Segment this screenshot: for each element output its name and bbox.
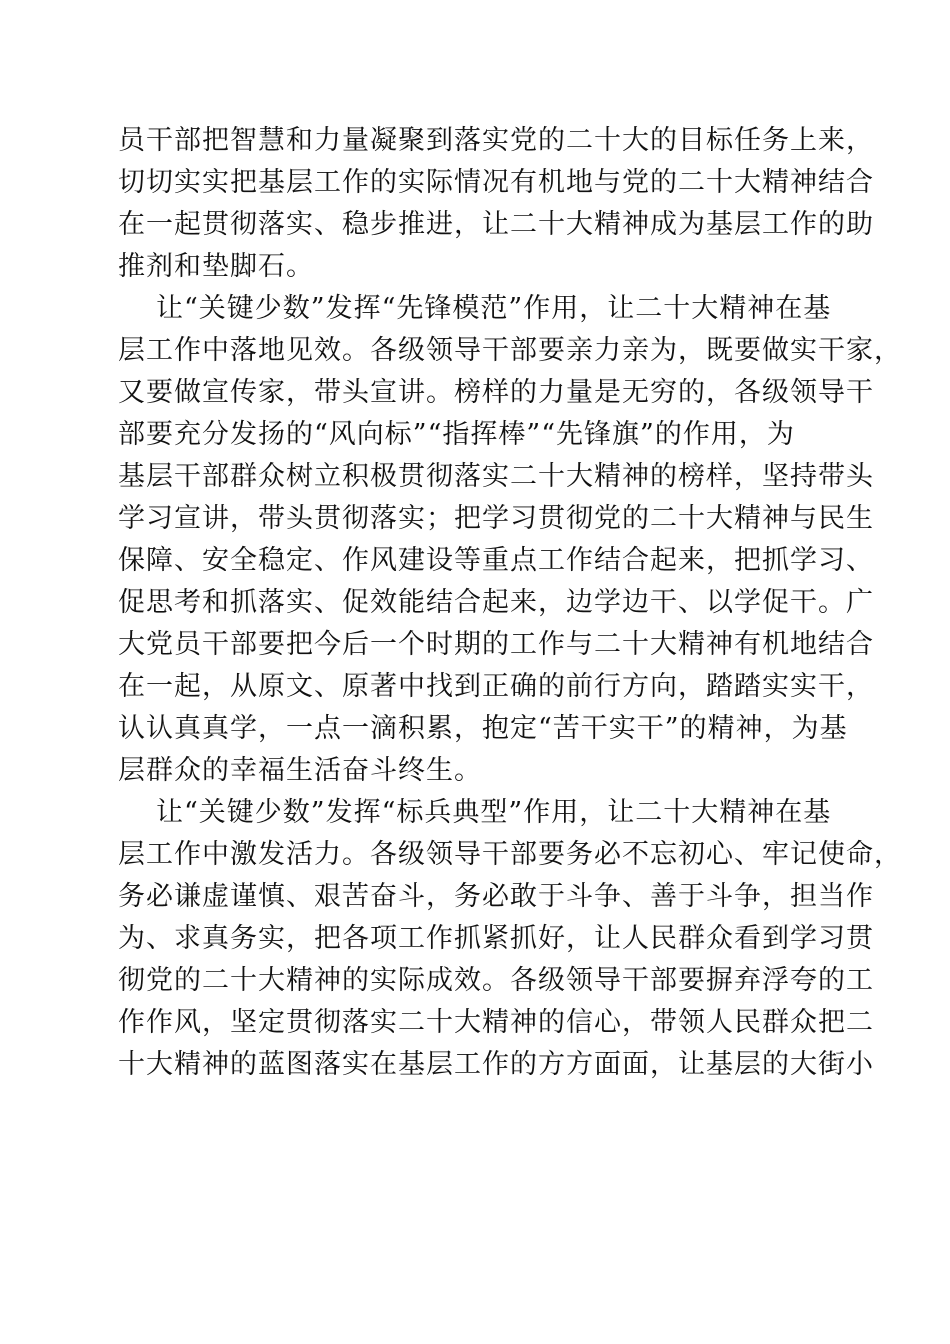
text-line: 彻党的二十大精神的实际成效。各级领导干部要摒弃浮夸的工	[118, 965, 874, 996]
text-line: 作作风，坚定贯彻落实二十大精神的信心，带领人民群众把二	[118, 1007, 874, 1038]
text-line: 推剂和垫脚石。	[118, 251, 314, 282]
text-line: 在一起，从原文、原著中找到正确的前行方向，踏踏实实干，	[118, 671, 874, 702]
text-line: 层群众的幸福生活奋斗终生。	[118, 755, 482, 786]
text-line: 促思考和抓落实、促效能结合起来，边学边干、以学促干。广	[118, 587, 874, 618]
text-line: 大党员干部要把今后一个时期的工作与二十大精神有机地结合	[118, 629, 874, 660]
text-line: 部要充分发扬的“风向标”“指挥棒”“先锋旗”的作用，为	[118, 419, 795, 450]
paragraph-2	[118, 288, 902, 792]
text-line: 为、求真务实，把各项工作抓紧抓好，让人民群众看到学习贯	[118, 923, 874, 954]
paragraph-1	[118, 120, 874, 288]
text-line: 十大精神的蓝图落实在基层工作的方方面面，让基层的大街小	[118, 1049, 874, 1080]
text-line: 让“关键少数”发挥“标兵典型”作用，让二十大精神在基	[156, 797, 832, 828]
text-line: 学习宣讲，带头贯彻落实；把学习贯彻党的二十大精神与民生	[118, 503, 874, 534]
text-line: 务必谦虚谨慎、艰苦奋斗，务必敢于斗争、善于斗争，担当作	[118, 881, 874, 912]
text-line: 层工作中激发活力。各级领导干部要务必不忘初心、牢记使命，	[118, 839, 902, 870]
paragraph-3	[118, 792, 902, 1086]
text-line: 层工作中落地见效。各级领导干部要亲力亲为，既要做实干家，	[118, 335, 902, 366]
text-line: 又要做宣传家，带头宣讲。榜样的力量是无穷的，各级领导干	[118, 377, 874, 408]
text-line: 认认真真学，一点一滴积累，抱定“苦干实干”的精神，为基	[118, 713, 848, 744]
document-body	[118, 120, 902, 1086]
text-line: 让“关键少数”发挥“先锋模范”作用，让二十大精神在基	[156, 293, 832, 324]
text-line: 基层干部群众树立积极贯彻落实二十大精神的榜样，坚持带头	[118, 461, 874, 492]
text-line: 切切实实把基层工作的实际情况有机地与党的二十大精神结合	[118, 167, 874, 198]
text-line: 在一起贯彻落实、稳步推进，让二十大精神成为基层工作的助	[118, 209, 874, 240]
text-line: 保障、安全稳定、作风建设等重点工作结合起来，把抓学习、	[118, 545, 874, 576]
text-line: 员干部把智慧和力量凝聚到落实党的二十大的目标任务上来，	[118, 125, 874, 156]
